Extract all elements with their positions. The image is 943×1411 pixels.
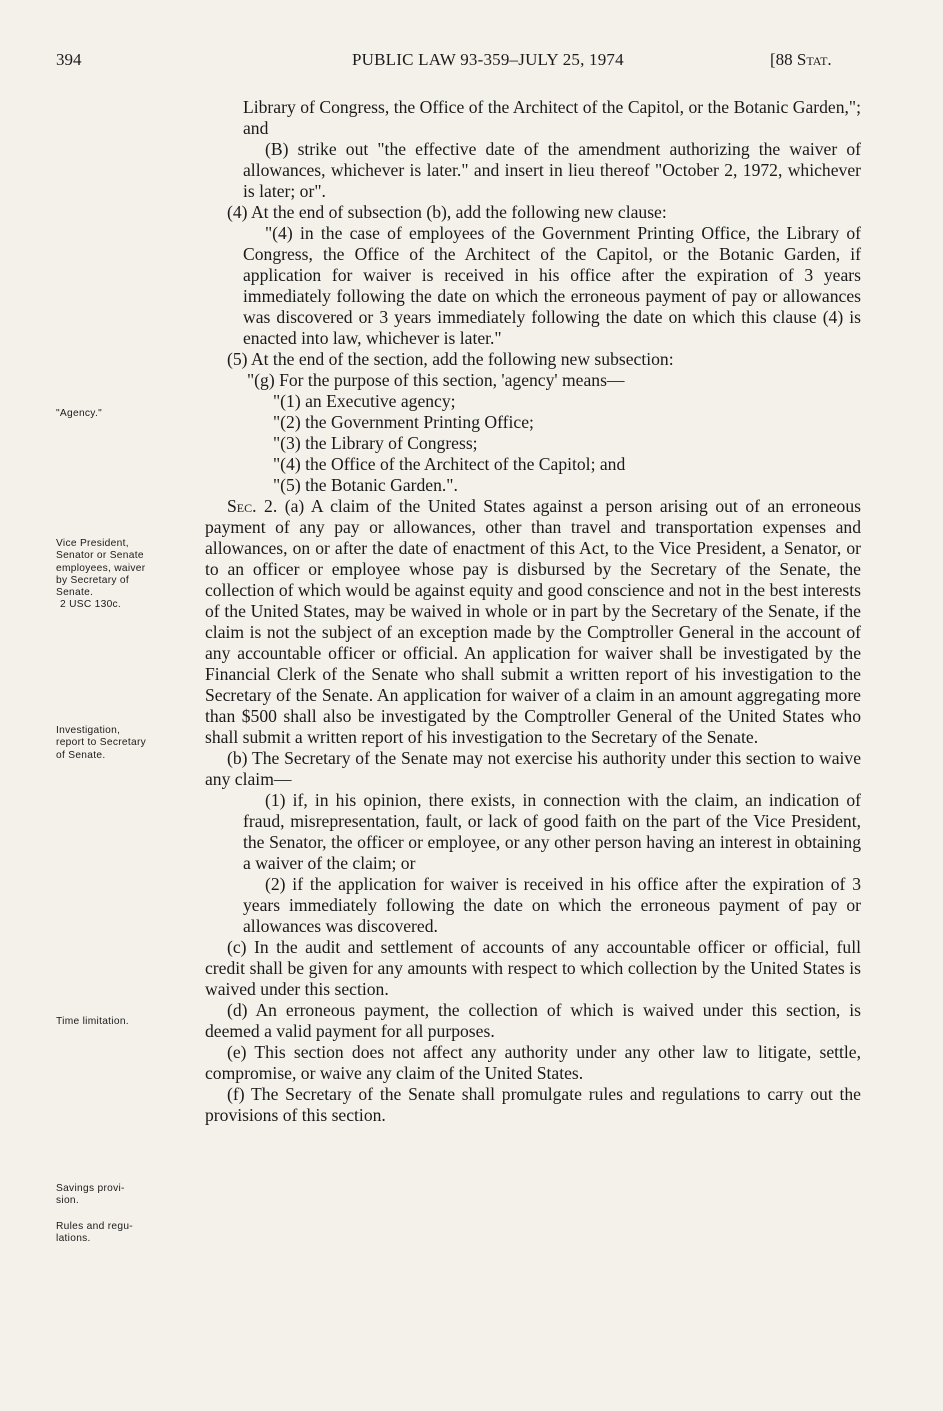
section-2a: Sec. 2. (a) A claim of the United States against a person arising out of an erroneous payment of any pay or allowances, other than travel and transportation expenses and allowances, on or after the date of enactment of this Act, to the Vice President, a Senator, or to an officer or employee whose pay is disbursed by the Secretary of the Senate, the collection of which would be against equity and good conscience and not in the best interests of the United States, may be waived in whole or in part by the Secretary of the Senate, if the claim is not the subject of an exception made by the Comptroller General in the account of any accountable officer or official. An application for waiver shall be investigated by the Financial Clerk of the Senate who shall submit a written report of his investigation to the Secretary of the Senate. An application for waiver of a claim in an amount aggregating more than $500 shall also be investigated by the Comptroller General of the United States who shall submit a written report of his investigation to the Secretary of the Senate. [205, 496, 861, 747]
agency-item-5: "(5) the Botanic Garden.". [273, 475, 458, 495]
subsection-g: "(g) For the purpose of this section, 'agency' means— [247, 370, 625, 390]
section-2b: (b) The Secretary of the Senate may not exercise his authority under this section to waive any claim— [205, 748, 861, 789]
section-label: Sec. 2. [227, 496, 278, 516]
margin-note-savings: Savings provi- sion. [56, 1183, 125, 1207]
usc-citation: 2 USC 130c. [60, 599, 122, 611]
stat-reference: [88 Stat. [770, 50, 832, 69]
para-5-instruction: (5) At the end of the section, add the following new subsection: [227, 349, 674, 369]
margin-note-agency: "Agency." [56, 408, 102, 419]
para-B: (B) strike out "the effective date of the amendment authorizing the waiver of allowances, whichever is later." and insert in lieu thereof "October 2, 1972, whichever is later; or". [243, 139, 861, 201]
section-2b-1: (1) if, in his opinion, there exists, in connection with the claim, an indication of fraud, misrepresentation, fault, or lack of good faith on the part of the Vice President, the Senator, the officer or employee, or any other person having an interest in obtaining a waiver of the claim; or [243, 790, 861, 873]
para-4-instruction: (4) At the end of subsection (b), add the following new clause: [227, 202, 667, 222]
section-2f: (f) The Secretary of the Senate shall promulgate rules and regulations to carry out the provisions of this section. [205, 1084, 861, 1125]
section-2c: (c) In the audit and settlement of accounts of any accountable officer or official, full credit shall be given for any amounts with respect to which collection by the United States is waived under this section. [205, 937, 861, 999]
running-header [0, 50, 943, 74]
margin-note-rules: Rules and regu- lations. [56, 1221, 133, 1245]
agency-item-1: "(1) an Executive agency; [273, 391, 456, 411]
agency-item-3: "(3) the Library of Congress; [273, 433, 478, 453]
margin-note-vice-president: Vice President, Senator or Senate employees, waiver by Secretary of Senate. 2 USC 130c. [56, 538, 196, 612]
page-number: 394 [56, 50, 82, 69]
header-title: PUBLIC LAW 93-359–JULY 25, 1974 [352, 50, 624, 69]
margin-note-investigation: Investigation, report to Secretary of Senate. [56, 725, 147, 761]
section-2e: (e) This section does not affect any authority under any other law to litigate, settle, compromise, or waive any claim of the United States. [205, 1042, 861, 1083]
margin-note-time-limitation: Time limitation. [56, 1016, 129, 1027]
section-2d: (d) An erroneous payment, the collection of which is waived under this section, is deemed a valid payment for all purposes. [205, 1000, 861, 1041]
agency-item-4: "(4) the Office of the Architect of the Capitol; and [273, 454, 626, 474]
statute-text [205, 97, 861, 1126]
agency-item-2: "(2) the Government Printing Office; [273, 412, 534, 432]
para-continuation: Library of Congress, the Office of the Architect of the Capitol, or the Botanic Garden,"; and [243, 97, 861, 138]
section-2b-2: (2) if the application for waiver is received in his office after the expiration of 3 years immediately following the date on which the erroneous payment of pay or allowances was discovered. [243, 874, 861, 936]
clause-4: "(4) in the case of employees of the Government Printing Office, the Library of Congress, the Office of the Architect of the Capitol, or the Botanic Garden, if application for waiver is received in his office after the expiration of 3 years immediately following the date on which the erroneous payment of pay or allowances was discovered or 3 years immediately following the date on which this clause (4) is enacted into law, whichever is later." [243, 223, 861, 348]
